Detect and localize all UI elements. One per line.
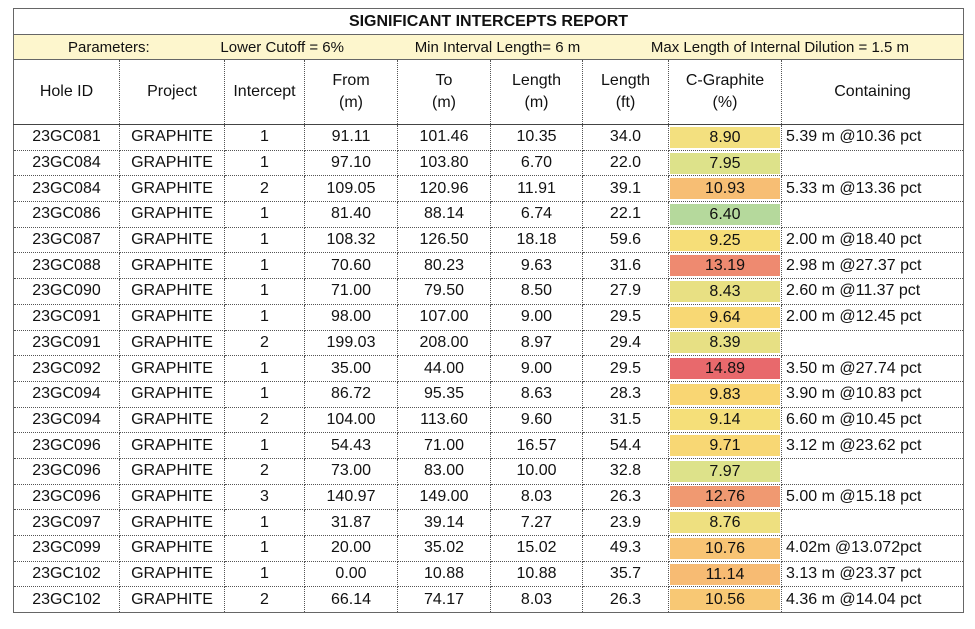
column-header-row: [14, 60, 964, 125]
hole-id-cell: 23GC096: [14, 458, 120, 484]
length-ft-cell: 22.1: [583, 202, 669, 228]
from-cell: 71.00: [305, 279, 398, 305]
length-m-cell: 8.03: [491, 587, 583, 613]
table-row: [14, 253, 964, 279]
to-cell: 126.50: [398, 227, 491, 253]
project-cell: GRAPHITE: [120, 381, 225, 407]
to-cell: 103.80: [398, 150, 491, 176]
column-header-project: Project: [120, 60, 225, 125]
length-m-cell: 8.63: [491, 381, 583, 407]
table-row: [14, 304, 964, 330]
intercept-cell: 2: [225, 587, 305, 613]
c-graphite-value: 12.76: [670, 486, 780, 507]
containing-cell: 2.60 m @11.37 pct: [782, 279, 964, 305]
length-m-cell: 10.88: [491, 561, 583, 587]
from-cell: 104.00: [305, 407, 398, 433]
length-m-cell: 7.27: [491, 510, 583, 536]
to-cell: 107.00: [398, 304, 491, 330]
column-header-c-graphite: C-Graphite (%): [669, 60, 782, 125]
hole-id-cell: 23GC084: [14, 150, 120, 176]
table-row: [14, 356, 964, 382]
c-graphite-cell: [669, 304, 782, 330]
table-row: [14, 125, 964, 151]
c-graphite-cell: [669, 587, 782, 613]
from-cell: 98.00: [305, 304, 398, 330]
length-m-cell: 15.02: [491, 536, 583, 562]
table-row: [14, 536, 964, 562]
from-cell: 97.10: [305, 150, 398, 176]
c-graphite-value: 9.14: [670, 409, 780, 430]
table-row: [14, 484, 964, 510]
project-cell: GRAPHITE: [120, 150, 225, 176]
containing-cell: 4.02m @13.072pct: [782, 536, 964, 562]
intercept-cell: 1: [225, 253, 305, 279]
c-graphite-cell: [669, 536, 782, 562]
c-graphite-cell: [669, 202, 782, 228]
column-header-hole-id: Hole ID: [14, 60, 120, 125]
to-cell: 208.00: [398, 330, 491, 356]
to-cell: 95.35: [398, 381, 491, 407]
intercept-cell: 1: [225, 304, 305, 330]
c-graphite-value: 8.90: [670, 127, 780, 148]
hole-id-cell: 23GC097: [14, 510, 120, 536]
c-graphite-cell: [669, 484, 782, 510]
hole-id-cell: 23GC084: [14, 176, 120, 202]
containing-cell: 3.90 m @10.83 pct: [782, 381, 964, 407]
hole-id-cell: 23GC090: [14, 279, 120, 305]
length-ft-cell: 54.4: [583, 433, 669, 459]
project-cell: GRAPHITE: [120, 433, 225, 459]
c-graphite-cell: [669, 561, 782, 587]
length-m-cell: 10.35: [491, 125, 583, 151]
c-graphite-value: 9.64: [670, 307, 780, 328]
to-cell: 74.17: [398, 587, 491, 613]
length-m-cell: 6.74: [491, 202, 583, 228]
min-interval-length: Min Interval Length= 6 m: [414, 38, 581, 56]
table-row: [14, 587, 964, 613]
containing-cell: 6.60 m @10.45 pct: [782, 407, 964, 433]
project-cell: GRAPHITE: [120, 356, 225, 382]
length-m-cell: 9.63: [491, 253, 583, 279]
table-row: [14, 407, 964, 433]
table-row: [14, 561, 964, 587]
containing-cell: [782, 150, 964, 176]
table-row: [14, 330, 964, 356]
c-graphite-cell: [669, 510, 782, 536]
c-graphite-cell: [669, 381, 782, 407]
c-graphite-value: 10.93: [670, 178, 780, 199]
c-graphite-value: 7.95: [670, 153, 780, 174]
project-cell: GRAPHITE: [120, 536, 225, 562]
c-graphite-value: 9.71: [670, 435, 780, 456]
containing-cell: 2.00 m @18.40 pct: [782, 227, 964, 253]
c-graphite-value: 14.89: [670, 358, 780, 379]
containing-cell: [782, 330, 964, 356]
intercept-cell: 1: [225, 227, 305, 253]
hole-id-cell: 23GC091: [14, 304, 120, 330]
table-row: [14, 227, 964, 253]
table-row: [14, 202, 964, 228]
length-m-cell: 10.00: [491, 458, 583, 484]
from-cell: 108.32: [305, 227, 398, 253]
project-cell: GRAPHITE: [120, 458, 225, 484]
column-header-containing: Containing: [782, 60, 964, 125]
project-cell: GRAPHITE: [120, 561, 225, 587]
length-ft-cell: 34.0: [583, 125, 669, 151]
length-m-cell: 18.18: [491, 227, 583, 253]
intercept-cell: 1: [225, 510, 305, 536]
project-cell: GRAPHITE: [120, 253, 225, 279]
length-ft-cell: 59.6: [583, 227, 669, 253]
containing-cell: 5.00 m @15.18 pct: [782, 484, 964, 510]
length-ft-cell: 31.6: [583, 253, 669, 279]
containing-cell: 5.33 m @13.36 pct: [782, 176, 964, 202]
length-m-cell: 6.70: [491, 150, 583, 176]
table-row: [14, 279, 964, 305]
length-ft-cell: 26.3: [583, 484, 669, 510]
length-ft-cell: 32.8: [583, 458, 669, 484]
hole-id-cell: 23GC092: [14, 356, 120, 382]
table-row: [14, 458, 964, 484]
project-cell: GRAPHITE: [120, 227, 225, 253]
c-graphite-value: 13.19: [670, 255, 780, 276]
hole-id-cell: 23GC094: [14, 381, 120, 407]
table-row: [14, 433, 964, 459]
length-m-cell: 8.03: [491, 484, 583, 510]
intercept-cell: 2: [225, 176, 305, 202]
containing-cell: 3.12 m @23.62 pct: [782, 433, 964, 459]
from-cell: 70.60: [305, 253, 398, 279]
c-graphite-value: 7.97: [670, 461, 780, 482]
containing-cell: 3.50 m @27.74 pct: [782, 356, 964, 382]
c-graphite-cell: [669, 433, 782, 459]
project-cell: GRAPHITE: [120, 202, 225, 228]
intercept-cell: 1: [225, 433, 305, 459]
hole-id-cell: 23GC081: [14, 125, 120, 151]
hole-id-cell: 23GC099: [14, 536, 120, 562]
project-cell: GRAPHITE: [120, 176, 225, 202]
length-m-cell: 8.97: [491, 330, 583, 356]
to-cell: 88.14: [398, 202, 491, 228]
length-m-cell: 8.50: [491, 279, 583, 305]
column-header-length-ft: Length (ft): [583, 60, 669, 125]
c-graphite-cell: [669, 330, 782, 356]
to-cell: 10.88: [398, 561, 491, 587]
intercepts-table: [13, 8, 964, 613]
table-body: [14, 125, 964, 613]
from-cell: 66.14: [305, 587, 398, 613]
column-header-intercept: Intercept: [225, 60, 305, 125]
title-row: [14, 9, 964, 35]
intercept-cell: 1: [225, 279, 305, 305]
to-cell: 80.23: [398, 253, 491, 279]
report-title: SIGNIFICANT INTERCEPTS REPORT: [14, 9, 964, 35]
containing-cell: 2.00 m @12.45 pct: [782, 304, 964, 330]
from-cell: 86.72: [305, 381, 398, 407]
c-graphite-cell: [669, 227, 782, 253]
to-cell: 101.46: [398, 125, 491, 151]
length-ft-cell: 26.3: [583, 587, 669, 613]
c-graphite-value: 10.56: [670, 589, 780, 610]
parameters-cell: [14, 35, 964, 60]
to-cell: 120.96: [398, 176, 491, 202]
from-cell: 31.87: [305, 510, 398, 536]
containing-cell: 4.36 m @14.04 pct: [782, 587, 964, 613]
from-cell: 35.00: [305, 356, 398, 382]
to-cell: 71.00: [398, 433, 491, 459]
hole-id-cell: 23GC096: [14, 433, 120, 459]
c-graphite-cell: [669, 356, 782, 382]
length-ft-cell: 28.3: [583, 381, 669, 407]
intercept-cell: 2: [225, 407, 305, 433]
project-cell: GRAPHITE: [120, 279, 225, 305]
c-graphite-value: 9.83: [670, 384, 780, 405]
c-graphite-cell: [669, 279, 782, 305]
c-graphite-value: 6.40: [670, 204, 780, 225]
table-row: [14, 381, 964, 407]
intercept-cell: 3: [225, 484, 305, 510]
parameters-label: Parameters:: [68, 38, 150, 56]
from-cell: 109.05: [305, 176, 398, 202]
containing-cell: 5.39 m @10.36 pct: [782, 125, 964, 151]
from-cell: 81.40: [305, 202, 398, 228]
intercept-cell: 1: [225, 381, 305, 407]
c-graphite-cell: [669, 253, 782, 279]
max-internal-dilution: Max Length of Internal Dilution = 1.5 m: [650, 38, 909, 56]
c-graphite-value: 10.76: [670, 538, 780, 559]
c-graphite-value: 8.76: [670, 512, 780, 533]
project-cell: GRAPHITE: [120, 510, 225, 536]
c-graphite-cell: [669, 125, 782, 151]
from-cell: 20.00: [305, 536, 398, 562]
from-cell: 91.11: [305, 125, 398, 151]
containing-cell: 2.98 m @27.37 pct: [782, 253, 964, 279]
intercept-cell: 1: [225, 561, 305, 587]
hole-id-cell: 23GC102: [14, 561, 120, 587]
intercept-cell: 2: [225, 458, 305, 484]
hole-id-cell: 23GC088: [14, 253, 120, 279]
hole-id-cell: 23GC091: [14, 330, 120, 356]
containing-cell: [782, 458, 964, 484]
from-cell: 140.97: [305, 484, 398, 510]
length-ft-cell: 22.0: [583, 150, 669, 176]
project-cell: GRAPHITE: [120, 304, 225, 330]
to-cell: 149.00: [398, 484, 491, 510]
length-ft-cell: 29.4: [583, 330, 669, 356]
hole-id-cell: 23GC087: [14, 227, 120, 253]
intercept-cell: 1: [225, 202, 305, 228]
to-cell: 83.00: [398, 458, 491, 484]
project-cell: GRAPHITE: [120, 407, 225, 433]
column-header-from: From (m): [305, 60, 398, 125]
length-m-cell: 11.91: [491, 176, 583, 202]
length-m-cell: 9.60: [491, 407, 583, 433]
length-ft-cell: 31.5: [583, 407, 669, 433]
project-cell: GRAPHITE: [120, 587, 225, 613]
from-cell: 199.03: [305, 330, 398, 356]
table-row: [14, 176, 964, 202]
containing-cell: [782, 202, 964, 228]
c-graphite-value: 8.39: [670, 332, 780, 353]
length-ft-cell: 35.7: [583, 561, 669, 587]
intercept-cell: 1: [225, 125, 305, 151]
length-ft-cell: 27.9: [583, 279, 669, 305]
from-cell: 0.00: [305, 561, 398, 587]
c-graphite-value: 8.43: [670, 281, 780, 302]
hole-id-cell: 23GC094: [14, 407, 120, 433]
to-cell: 44.00: [398, 356, 491, 382]
from-cell: 73.00: [305, 458, 398, 484]
hole-id-cell: 23GC096: [14, 484, 120, 510]
c-graphite-cell: [669, 150, 782, 176]
from-cell: 54.43: [305, 433, 398, 459]
hole-id-cell: 23GC102: [14, 587, 120, 613]
length-ft-cell: 39.1: [583, 176, 669, 202]
c-graphite-cell: [669, 458, 782, 484]
length-ft-cell: 49.3: [583, 536, 669, 562]
table-row: [14, 510, 964, 536]
table-row: [14, 150, 964, 176]
c-graphite-cell: [669, 176, 782, 202]
project-cell: GRAPHITE: [120, 125, 225, 151]
project-cell: GRAPHITE: [120, 484, 225, 510]
c-graphite-value: 11.14: [670, 564, 780, 585]
containing-cell: 3.13 m @23.37 pct: [782, 561, 964, 587]
project-cell: GRAPHITE: [120, 330, 225, 356]
parameters-row: [14, 35, 964, 60]
report-container: [13, 8, 963, 613]
intercept-cell: 2: [225, 330, 305, 356]
intercept-cell: 1: [225, 150, 305, 176]
length-ft-cell: 29.5: [583, 356, 669, 382]
hole-id-cell: 23GC086: [14, 202, 120, 228]
to-cell: 39.14: [398, 510, 491, 536]
length-m-cell: 9.00: [491, 304, 583, 330]
length-m-cell: 9.00: [491, 356, 583, 382]
to-cell: 35.02: [398, 536, 491, 562]
length-m-cell: 16.57: [491, 433, 583, 459]
length-ft-cell: 23.9: [583, 510, 669, 536]
column-header-length-m: Length (m): [491, 60, 583, 125]
length-ft-cell: 29.5: [583, 304, 669, 330]
intercept-cell: 1: [225, 536, 305, 562]
to-cell: 79.50: [398, 279, 491, 305]
intercept-cell: 1: [225, 356, 305, 382]
c-graphite-value: 9.25: [670, 230, 780, 251]
column-header-to: To (m): [398, 60, 491, 125]
lower-cutoff: Lower Cutoff = 6%: [220, 38, 344, 56]
to-cell: 113.60: [398, 407, 491, 433]
containing-cell: [782, 510, 964, 536]
c-graphite-cell: [669, 407, 782, 433]
